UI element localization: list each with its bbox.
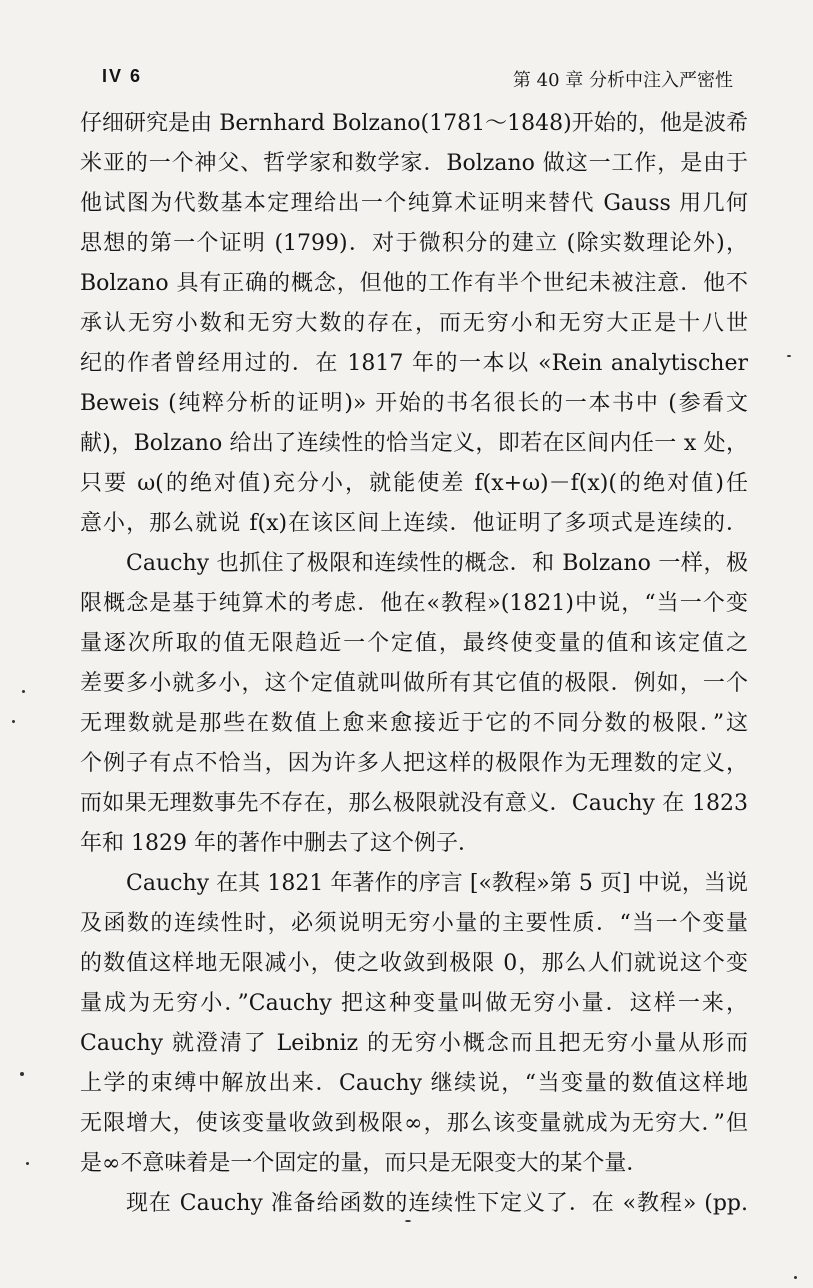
- text-line: 意小，那么就说 f(x)在该区间上连续．他证明了多项式是连续的．: [80, 511, 748, 536]
- text-line: 仔细研究是由 Bernhard Bolzano(1781～1848)开始的，他是波希: [80, 111, 748, 136]
- text-line: 纪的作者曾经用过的．在 1817 年的一本以 «Rein analytischer: [80, 351, 748, 376]
- text-line: 的数值这样地无限减小，使之收敛到极限 0，那么人们就说这个变: [80, 951, 748, 976]
- text-line: Cauchy 就澄清了 Leibniz 的无穷小概念而且把无穷小量从形而: [80, 1031, 748, 1056]
- text-line: Cauchy 也抓住了极限和连续性的概念．和 Bolzano 一样，极: [126, 551, 748, 576]
- running-header: [80, 60, 743, 96]
- text-line: Cauchy 在其 1821 年著作的序言 [«教程»第 5 页] 中说，当说: [126, 871, 748, 896]
- text-line: 无限增大，使该变量收敛到极限∞，那么该变量就成为无穷大．”但: [80, 1111, 748, 1136]
- scan-speck: [22, 690, 25, 693]
- text-line: 只要 ω(的绝对值)充分小，就能使差 f(x+ω)－f(x)(的绝对值)任: [80, 471, 748, 496]
- scan-speck: [787, 355, 791, 357]
- text-line: 而如果无理数事先不存在，那么极限就没有意义．Cauchy 在 1823: [80, 791, 748, 816]
- text-line: 量逐次所取的值无限趋近一个定值，最终使变量的值和该定值之: [80, 631, 748, 656]
- text-line: 承认无穷小数和无穷大数的存在，而无穷小和无穷大正是十八世: [80, 311, 748, 336]
- text-line: 思想的第一个证明 (1799)．对于微积分的建立 (除实数理论外)，: [80, 231, 748, 256]
- text-line: Bolzano 具有正确的概念，但他的工作有半个世纪未被注意．他不: [80, 271, 748, 296]
- text-line: 无理数就是那些在数值上愈来愈接近于它的不同分数的极限．”这: [80, 711, 748, 736]
- body-text: [80, 104, 748, 1224]
- chapter-title: 第 40 章 分析中注入严密性: [512, 70, 733, 91]
- text-line: 限概念是基于纯算术的考虑．他在«教程»(1821)中说，“当一个变: [80, 591, 748, 616]
- page-number: IV 6: [102, 66, 143, 86]
- text-line: 米亚的一个神父、哲学家和数学家．Bolzano 做这一工作，是由于: [80, 151, 748, 176]
- text-line: 现在 Cauchy 准备给函数的连续性下定义了．在 «教程» (pp.: [126, 1191, 748, 1216]
- text-line: 是∞不意味着是一个固定的量，而只是无限变大的某个量．: [80, 1151, 649, 1176]
- text-line: 及函数的连续性时，必须说明无穷小量的主要性质．“当一个变量: [80, 911, 748, 936]
- scan-speck: [12, 720, 15, 723]
- scan-speck: [20, 1072, 24, 1076]
- text-line: 差要多小就多小，这个定值就叫做所有其它值的极限．例如，一个: [80, 671, 748, 696]
- scan-speck: [26, 1162, 29, 1165]
- scan-speck: [794, 1276, 797, 1279]
- text-line: 个例子有点不恰当，因为许多人把这样的极限作为无理数的定义，: [80, 751, 748, 776]
- scan-speck: [405, 1220, 411, 1222]
- text-line: 他试图为代数基本定理给出一个纯算术证明来替代 Gauss 用几何: [80, 191, 748, 216]
- text-line: 上学的束缚中解放出来．Cauchy 继续说，“当变量的数值这样地: [80, 1071, 748, 1096]
- text-line: Beweis (纯粹分析的证明)» 开始的书名很长的一本书中 (参看文: [80, 391, 748, 416]
- text-line: 献)，Bolzano 给出了连续性的恰当定义，即若在区间内任一 x 处，: [80, 431, 748, 456]
- text-line: 量成为无穷小．”Cauchy 把这种变量叫做无穷小量．这样一来，: [80, 991, 748, 1016]
- text-line: 年和 1829 年的著作中删去了这个例子．: [80, 831, 480, 856]
